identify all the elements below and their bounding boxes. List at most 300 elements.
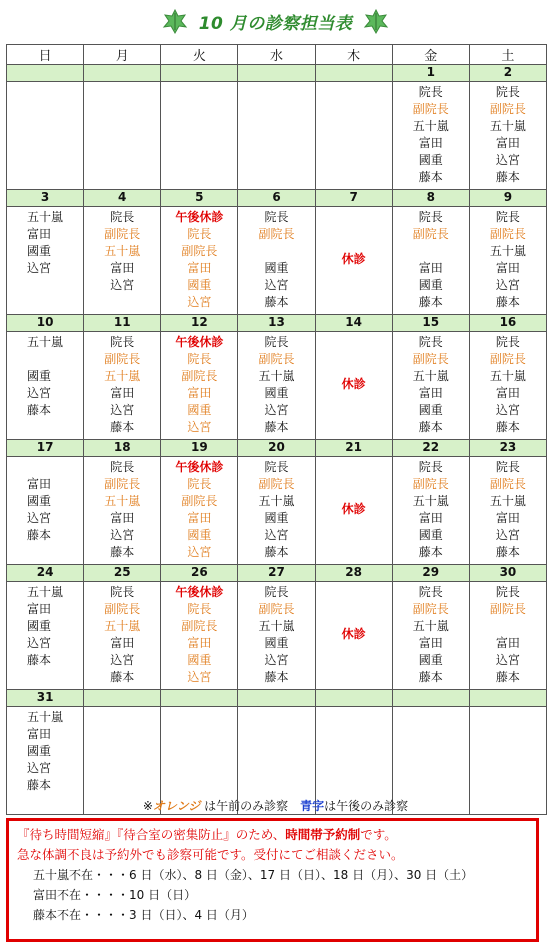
day-cell — [469, 582, 546, 690]
doctor-name: 院長 — [495, 585, 520, 599]
doctor-name: 院長 — [418, 460, 443, 474]
doctor-name: 院長 — [418, 335, 443, 349]
day-number: 28 — [315, 565, 392, 582]
schedule-row — [7, 82, 547, 190]
day-number: 6 — [238, 190, 315, 207]
doctor-name: 午後休診 — [175, 585, 224, 599]
doctor-list — [84, 332, 160, 436]
doctor-list — [161, 582, 237, 686]
day-number — [161, 65, 238, 82]
day-number-row — [7, 440, 547, 457]
day-cell — [84, 207, 161, 315]
day-cell — [161, 582, 238, 690]
day-cell — [238, 207, 315, 315]
doctor-name: 國重 — [187, 278, 212, 292]
day-number-row — [7, 315, 547, 332]
doctor-name: 副院長 — [181, 244, 218, 258]
page-title: 10 月の診察担当表 — [198, 13, 353, 34]
doctor-name: 國重 — [264, 386, 289, 400]
notice-line-1 — [17, 825, 528, 845]
doctor-name: 副院長 — [104, 602, 141, 616]
day-number — [469, 690, 546, 707]
doctor-name: 富田 — [187, 511, 212, 525]
doctor-name: 院長 — [110, 335, 135, 349]
schedule-row — [7, 457, 547, 565]
doctor-name: 副院長 — [258, 227, 295, 241]
doctor-name: 國重 — [418, 153, 443, 167]
day-number: 27 — [238, 565, 315, 582]
day-cell — [161, 82, 238, 190]
day-cell — [161, 332, 238, 440]
weekday-header-row — [7, 45, 547, 65]
day-cell — [84, 82, 161, 190]
doctor-name: 院長 — [187, 602, 212, 616]
doctor-list — [393, 332, 469, 436]
doctor-name: 國重 — [264, 511, 289, 525]
ivy-leaf-icon — [161, 7, 189, 35]
notice-line-1c: です。 — [360, 827, 397, 842]
doctor-name: 副院長 — [489, 352, 526, 366]
doctor-name: 込宮 — [264, 278, 289, 292]
title-bar — [0, 2, 551, 40]
doctor-name: 國重 — [418, 653, 443, 667]
notice-line-2: 急な体調不良は予約外でも診察可能です。受付にてご相談ください。 — [17, 847, 404, 862]
day-number: 8 — [392, 190, 469, 207]
day-cell — [469, 332, 546, 440]
ivy-leaf-icon — [362, 7, 390, 35]
doctor-name: 五十嵐 — [489, 119, 526, 133]
day-number: 18 — [84, 440, 161, 457]
day-number: 29 — [392, 565, 469, 582]
day-number: 22 — [392, 440, 469, 457]
doctor-name: 院長 — [495, 335, 520, 349]
doctor-name: 富田 — [495, 261, 520, 275]
doctor-name: 五十嵐 — [27, 335, 64, 349]
doctor-name: 込宮 — [27, 636, 52, 650]
doctor-list — [238, 457, 314, 561]
doctor-name: 副院長 — [104, 477, 141, 491]
doctor-name: 富田 — [495, 136, 520, 150]
doctor-name: 藤本 — [418, 170, 443, 184]
doctor-name: 藤本 — [264, 420, 289, 434]
doctor-name: 五十嵐 — [27, 210, 64, 224]
doctor-list — [470, 457, 546, 561]
legend-prefix: ※ — [142, 799, 153, 813]
day-number: 4 — [84, 190, 161, 207]
doctor-name: 五十嵐 — [258, 494, 295, 508]
doctor-name: 富田 — [418, 386, 443, 400]
legend-orange: オレンジ — [152, 799, 201, 813]
doctor-name: 午後休診 — [175, 335, 224, 349]
day-number — [238, 65, 315, 82]
day-number-row — [7, 65, 547, 82]
day-number — [315, 65, 392, 82]
doctor-name: 副院長 — [489, 477, 526, 491]
doctor-name: 藤本 — [27, 778, 52, 792]
schedule-row — [7, 332, 547, 440]
doctor-list — [393, 457, 469, 561]
day-cell — [315, 332, 392, 440]
doctor-name: 富田 — [187, 386, 212, 400]
doctor-name: 副院長 — [412, 227, 449, 241]
day-cell — [238, 582, 315, 690]
doctor-name: 院長 — [264, 585, 289, 599]
weekday-header: 火 — [161, 45, 238, 65]
doctor-list — [7, 207, 83, 277]
doctor-name: 院長 — [495, 460, 520, 474]
doctor-name: 込宮 — [187, 670, 212, 684]
day-number: 26 — [161, 565, 238, 582]
day-cell — [315, 82, 392, 190]
doctor-list — [393, 582, 469, 686]
day-cell — [469, 207, 546, 315]
doctor-name: 副院長 — [258, 477, 295, 491]
day-number: 16 — [469, 315, 546, 332]
doctor-name: 國重 — [418, 528, 443, 542]
doctor-name: 院長 — [264, 460, 289, 474]
weekday-header: 月 — [84, 45, 161, 65]
doctor-name — [238, 243, 314, 260]
doctor-name: 午後休診 — [175, 210, 224, 224]
day-number: 12 — [161, 315, 238, 332]
day-cell — [161, 457, 238, 565]
absence-line: 富田不在・・・・10 日（日） — [33, 888, 197, 902]
doctor-name: 富田 — [27, 602, 52, 616]
schedule-row — [7, 207, 547, 315]
doctor-name: 富田 — [418, 261, 443, 275]
doctor-name: 五十嵐 — [412, 369, 449, 383]
doctor-name: 國重 — [27, 369, 52, 383]
doctor-name: 藤本 — [110, 420, 135, 434]
doctor-name: 込宮 — [495, 153, 520, 167]
day-number: 1 — [392, 65, 469, 82]
day-number-row — [7, 565, 547, 582]
day-cell — [392, 582, 469, 690]
absence-line: 藤本不在・・・・3 日（日）、4 日（月） — [33, 908, 254, 922]
doctor-name: 藤本 — [264, 545, 289, 559]
doctor-name: 國重 — [187, 528, 212, 542]
day-cell — [392, 82, 469, 190]
day-number — [392, 690, 469, 707]
doctor-name: 院長 — [418, 210, 443, 224]
legend-blue-desc: は午後のみ診察 — [324, 799, 409, 813]
doctor-list — [470, 207, 546, 311]
legend-orange-desc: は午前のみ診察 — [200, 799, 301, 813]
doctor-name: 院長 — [110, 460, 135, 474]
doctor-name: 副院長 — [412, 352, 449, 366]
doctor-name: 副院長 — [489, 227, 526, 241]
doctor-name: 込宮 — [187, 295, 212, 309]
day-number: 21 — [315, 440, 392, 457]
doctor-name: 院長 — [187, 352, 212, 366]
day-cell — [84, 332, 161, 440]
doctor-name: 國重 — [187, 653, 212, 667]
doctor-list — [393, 207, 469, 311]
day-number: 7 — [315, 190, 392, 207]
day-number: 25 — [84, 565, 161, 582]
doctor-name: 込宮 — [187, 420, 212, 434]
doctor-name: 富田 — [418, 511, 443, 525]
doctor-list — [238, 332, 314, 436]
weekday-header: 日 — [7, 45, 84, 65]
day-cell — [84, 457, 161, 565]
day-number: 5 — [161, 190, 238, 207]
doctor-list — [238, 582, 314, 686]
day-number: 20 — [238, 440, 315, 457]
doctor-name: 副院長 — [181, 619, 218, 633]
day-cell — [161, 207, 238, 315]
doctor-name: 院長 — [187, 227, 212, 241]
doctor-list — [470, 332, 546, 436]
doctor-name: 副院長 — [258, 352, 295, 366]
notice-line-1a: 『待ち時間短縮』『待合室の密集防止』のため、 — [17, 827, 286, 842]
doctor-name: 富田 — [495, 636, 520, 650]
doctor-name: 副院長 — [181, 494, 218, 508]
doctor-list — [470, 82, 546, 186]
day-number — [7, 65, 84, 82]
doctor-list — [7, 707, 83, 794]
doctor-name: 副院長 — [181, 369, 218, 383]
day-number — [238, 690, 315, 707]
day-number: 19 — [161, 440, 238, 457]
day-cell — [315, 582, 392, 690]
doctor-name: 藤本 — [418, 545, 443, 559]
notice-box — [6, 818, 539, 942]
doctor-name: 込宮 — [264, 403, 289, 417]
doctor-name: 五十嵐 — [104, 369, 141, 383]
day-cell — [84, 582, 161, 690]
doctor-list — [238, 207, 314, 311]
doctor-name: 國重 — [264, 261, 289, 275]
doctor-name: 院長 — [495, 85, 520, 99]
day-cell — [392, 457, 469, 565]
doctor-name: 五十嵐 — [412, 494, 449, 508]
doctor-name: 込宮 — [495, 653, 520, 667]
doctor-name: 富田 — [187, 261, 212, 275]
day-number — [161, 690, 238, 707]
day-number: 10 — [7, 315, 84, 332]
doctor-list — [161, 457, 237, 561]
doctor-name: 富田 — [495, 511, 520, 525]
doctor-name: 國重 — [27, 619, 52, 633]
doctor-name: 込宮 — [495, 403, 520, 417]
doctor-name — [7, 351, 83, 368]
doctor-name: 五十嵐 — [412, 619, 449, 633]
day-cell — [315, 457, 392, 565]
doctor-name — [7, 459, 83, 476]
day-number: 30 — [469, 565, 546, 582]
day-number: 24 — [7, 565, 84, 582]
doctor-name: 副院長 — [412, 602, 449, 616]
day-number — [84, 65, 161, 82]
day-number — [315, 690, 392, 707]
doctor-name: 藤本 — [27, 403, 52, 417]
doctor-name: 國重 — [27, 494, 52, 508]
doctor-name: 込宮 — [187, 545, 212, 559]
weekday-header: 金 — [392, 45, 469, 65]
doctor-name: 五十嵐 — [27, 585, 64, 599]
day-cell — [238, 82, 315, 190]
doctor-name: 副院長 — [104, 227, 141, 241]
doctor-name: 藤本 — [110, 670, 135, 684]
day-cell — [238, 332, 315, 440]
doctor-name: 込宮 — [27, 386, 52, 400]
doctor-name: 院長 — [418, 585, 443, 599]
doctor-list — [84, 457, 160, 561]
doctor-name: 副院長 — [104, 352, 141, 366]
doctor-name: 富田 — [27, 727, 52, 741]
doctor-name: 國重 — [418, 278, 443, 292]
doctor-name: 込宮 — [264, 653, 289, 667]
day-number-row — [7, 190, 547, 207]
doctor-name: 富田 — [110, 261, 135, 275]
doctor-name: 副院長 — [258, 602, 295, 616]
doctor-name: 富田 — [418, 636, 443, 650]
doctor-name: 院長 — [187, 477, 212, 491]
doctor-name: 五十嵐 — [489, 494, 526, 508]
day-number: 15 — [392, 315, 469, 332]
day-number: 3 — [7, 190, 84, 207]
doctor-name: 副院長 — [412, 102, 449, 116]
doctor-name: 込宮 — [495, 278, 520, 292]
day-number: 23 — [469, 440, 546, 457]
day-number: 31 — [7, 690, 84, 707]
schedule-row — [7, 582, 547, 690]
absence-line: 五十嵐不在・・・6 日（水）、8 日（金）、17 日（日）、18 日（月）、30 日（土） — [33, 868, 474, 882]
doctor-name: 五十嵐 — [104, 619, 141, 633]
closed-label: 休診 — [341, 502, 366, 516]
doctor-name: 込宮 — [264, 528, 289, 542]
weekday-header: 木 — [315, 45, 392, 65]
day-cell — [392, 332, 469, 440]
doctor-name: 込宮 — [110, 528, 135, 542]
doctor-name: 藤本 — [495, 545, 520, 559]
doctor-name: 院長 — [495, 210, 520, 224]
day-cell — [392, 207, 469, 315]
doctor-name: 副院長 — [489, 602, 526, 616]
doctor-name: 院長 — [264, 210, 289, 224]
day-number-row — [7, 690, 547, 707]
day-cell — [238, 457, 315, 565]
closed-label: 休診 — [341, 252, 366, 266]
doctor-name: 込宮 — [27, 761, 52, 775]
day-cell — [7, 582, 84, 690]
doctor-name: 五十嵐 — [27, 710, 64, 724]
day-number — [84, 690, 161, 707]
closed-label: 休診 — [341, 377, 366, 391]
doctor-name: 院長 — [110, 210, 135, 224]
day-cell — [7, 82, 84, 190]
doctor-name: 五十嵐 — [489, 369, 526, 383]
closed-label: 休診 — [341, 627, 366, 641]
legend — [0, 797, 551, 814]
notice-line-1b: 時間帯予約制 — [285, 827, 361, 842]
doctor-name: 富田 — [110, 511, 135, 525]
doctor-name: 五十嵐 — [258, 619, 295, 633]
weekday-header: 土 — [469, 45, 546, 65]
doctor-name: 藤本 — [495, 420, 520, 434]
doctor-name: 副院長 — [412, 477, 449, 491]
legend-blue: 青字 — [300, 799, 325, 813]
doctor-name: 國重 — [27, 244, 52, 258]
doctor-list — [84, 582, 160, 686]
doctor-name: 五十嵐 — [258, 369, 295, 383]
doctor-name: 副院長 — [489, 102, 526, 116]
doctor-name: 藤本 — [495, 170, 520, 184]
doctor-name: 込宮 — [110, 278, 135, 292]
doctor-name: 富田 — [110, 636, 135, 650]
doctor-name: 藤本 — [27, 653, 52, 667]
doctor-name: 五十嵐 — [412, 119, 449, 133]
doctor-name: 國重 — [187, 403, 212, 417]
day-cell — [469, 457, 546, 565]
doctor-name: 込宮 — [495, 528, 520, 542]
weekday-header: 水 — [238, 45, 315, 65]
doctor-name: 富田 — [110, 386, 135, 400]
doctor-name: 國重 — [418, 403, 443, 417]
doctor-name: 込宮 — [27, 511, 52, 525]
doctor-name: 午後休診 — [175, 460, 224, 474]
doctor-name: 込宮 — [110, 403, 135, 417]
doctor-name: 五十嵐 — [104, 244, 141, 258]
day-number: 14 — [315, 315, 392, 332]
doctor-list — [7, 332, 83, 419]
day-cell — [7, 457, 84, 565]
doctor-name: 院長 — [418, 85, 443, 99]
day-number: 9 — [469, 190, 546, 207]
day-number: 11 — [84, 315, 161, 332]
doctor-name: 富田 — [187, 636, 212, 650]
doctor-name: 院長 — [110, 585, 135, 599]
doctor-list — [7, 582, 83, 669]
doctor-name: 富田 — [495, 386, 520, 400]
day-cell — [315, 207, 392, 315]
doctor-name: 込宮 — [27, 261, 52, 275]
doctor-name — [470, 618, 546, 635]
day-cell — [469, 82, 546, 190]
doctor-list — [470, 582, 546, 686]
doctor-list — [393, 82, 469, 186]
doctor-list — [7, 457, 83, 544]
doctor-name: 五十嵐 — [489, 244, 526, 258]
doctor-name: 五十嵐 — [104, 494, 141, 508]
doctor-name: 院長 — [264, 335, 289, 349]
doctor-list — [161, 207, 237, 311]
doctor-name: 藤本 — [264, 295, 289, 309]
day-number: 2 — [469, 65, 546, 82]
day-number: 17 — [7, 440, 84, 457]
day-number: 13 — [238, 315, 315, 332]
doctor-name: 富田 — [418, 136, 443, 150]
doctor-name: 富田 — [27, 227, 52, 241]
doctor-name: 國重 — [27, 744, 52, 758]
day-cell — [7, 332, 84, 440]
day-cell — [7, 207, 84, 315]
calendar-table — [6, 44, 547, 815]
doctor-name: 藤本 — [264, 670, 289, 684]
doctor-list — [84, 207, 160, 294]
doctor-name: 藤本 — [495, 670, 520, 684]
doctor-name — [393, 243, 469, 260]
doctor-name: 藤本 — [27, 528, 52, 542]
doctor-list — [161, 332, 237, 436]
doctor-name: 藤本 — [418, 295, 443, 309]
doctor-name: 藤本 — [110, 545, 135, 559]
doctor-name: 藤本 — [495, 295, 520, 309]
doctor-name: 國重 — [264, 636, 289, 650]
doctor-name: 込宮 — [110, 653, 135, 667]
doctor-name: 藤本 — [418, 670, 443, 684]
